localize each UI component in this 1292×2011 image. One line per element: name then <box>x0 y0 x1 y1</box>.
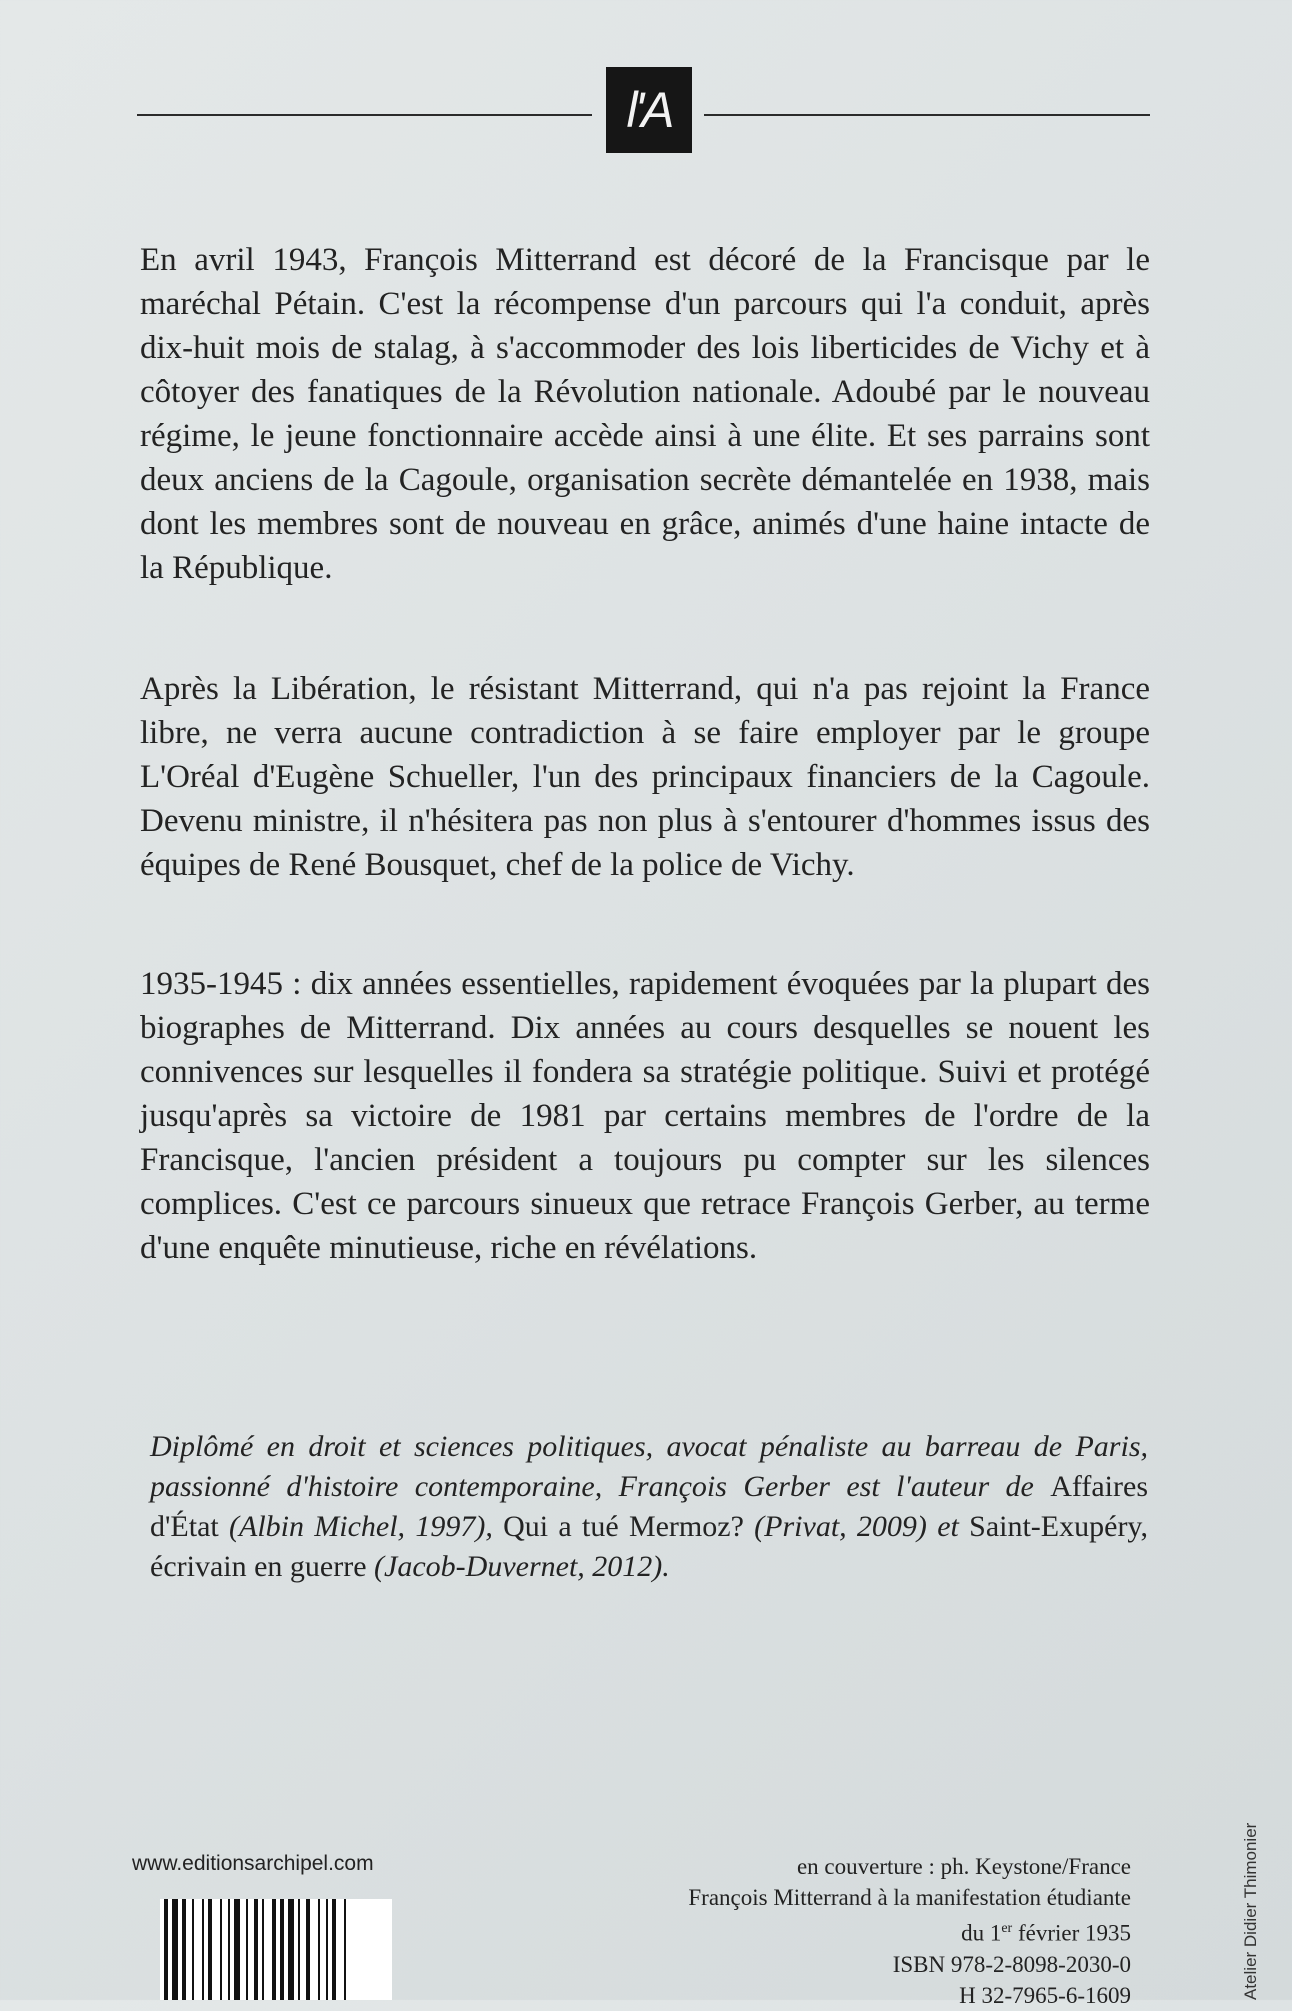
header-rule-left <box>137 114 592 116</box>
photo-date: du 1er février 1935 <box>961 1920 1131 1946</box>
author-bio-text-2: (Albin Michel, 1997), <box>218 1510 504 1543</box>
author-bio-text-3: (Privat, 2009) et <box>743 1510 970 1543</box>
book-title-mermoz: Qui a tué Mermoz? <box>503 1510 744 1543</box>
cover-credits <box>571 1851 1131 2011</box>
author-bio <box>150 1427 1148 1587</box>
publisher-website: www.editionsarchipel.com <box>132 1852 374 1875</box>
blurb-paragraph-1-text: En avril 1943, François Mitterrand est décoré de la Francisque par le maréchal Pétain. C'est la récompense d'un parcours qui l'a conduit, après dix-huit mois de stalag, à s'accommoder des lois liberticides de Vichy et à côtoyer des fanatiques de la Révolution nationale. Adoubé par le nouveau régime, le jeune fonctionnaire accède ainsi à une élite. Et ses parrains sont deux anciens de la Cagoule, organisation secrète démantelée en 1938, mais dont les membres sont de nouveau en grâce, animés d'une haine intacte de la République. <box>140 242 1150 586</box>
photo-credit: en couverture : ph. Keystone/France <box>796 1854 1131 1879</box>
blurb-paragraph-1 <box>140 238 1150 590</box>
design-credit: Atelier Didier Thimonier <box>1241 1822 1260 2000</box>
publisher-logo: l'A <box>606 67 692 153</box>
barcode <box>160 1899 392 2000</box>
photo-caption: François Mitterrand à la manifestation étudiante <box>688 1885 1131 1910</box>
book-title-affaires: Affaires d'État <box>150 1470 1148 1543</box>
blurb-paragraph-3-text: 1935-1945 : dix années essentielles, rapidement évoquées par la plupart des biographes de Mitterrand. Dix années au cours desquelles se nouent les connivences sur lesquelles il fondera sa stratégie politique. Suivi et protégé jusqu'après sa victoire de 1981 par certains membres de l'ordre de la Francisque, l'ancien président a toujours pu compter sur les silences complices. C'est ce parcours sinueux que retrace François Gerber, au terme d'une enquête minutieuse, riche en révélations. <box>140 966 1150 1266</box>
blurb-paragraph-2-text: Après la Libération, le résistant Mitterrand, qui n'a pas rejoint la France libre, ne verra aucune contradiction à se faire employer par le groupe L'Oréal d'Eugène Schueller, l'un des principaux financiers de la Cagoule. Devenu ministre, il n'hésitera pas non plus à s'entourer d'hommes issus des équipes de René Bousquet, chef de la police de Vichy. <box>140 671 1150 883</box>
price-code: H 32-7965-6-1609 <box>959 1982 1131 2008</box>
isbn: ISBN 978-2-8098-2030-0 <box>892 1951 1131 1977</box>
header-rule-right <box>704 114 1150 116</box>
author-bio-text-1: Diplômé en droit et sciences politiques, avocat pénaliste au barreau de Paris, passionné d'histoire contemporaine, François Gerber est l'auteur de <box>150 1430 1148 1503</box>
blurb-paragraph-2 <box>140 667 1150 887</box>
book-title-saint-exupery: Saint-Exupéry, écrivain en guerre <box>150 1510 1148 1583</box>
blurb-paragraph-3 <box>140 962 1150 1270</box>
author-bio-text-4: (Jacob-Duvernet, 2012). <box>366 1550 670 1583</box>
